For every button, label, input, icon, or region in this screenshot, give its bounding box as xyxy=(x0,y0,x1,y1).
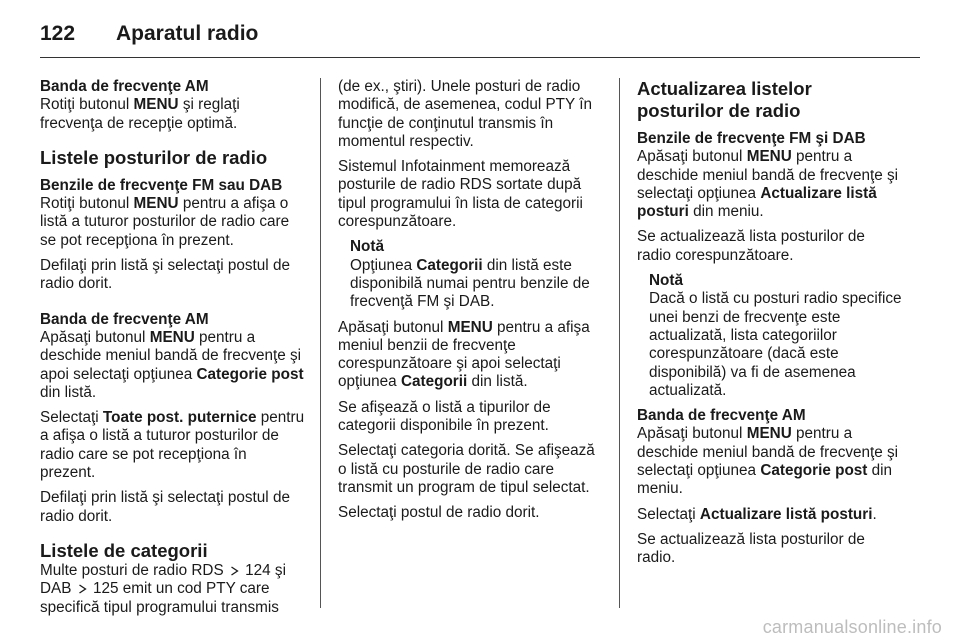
paragraph-am-tune: Rotiţi butonul MENU şi reglaţi frecvenţa de recepţie optimă. xyxy=(40,96,240,132)
note-body: Opţiunea Categorii din listă este disponibilă numai pentru benzile de frecvenţă FM şi DAB. xyxy=(350,256,590,311)
note-title: Notă xyxy=(350,238,384,256)
paragraph-select-update: Selectaţi Actualizare listă posturi. xyxy=(637,505,877,523)
paragraph-scroll-2: Defilaţi prin listă şi selectaţi postul de radio dorit. xyxy=(40,489,290,525)
paragraph-fm-dab-update: Apăsaţi butonul MENU pentru a deschide meniul bandă de frecvenţe şi selectaţi opţiunea Actualizare listă posturi din meniu. xyxy=(637,148,899,221)
paragraph-continued: (de ex., ştiri). Unele posturi de radio modifică, de asemenea, codul PTY în funcţie de conţinutul transmis în momentul respectiv. xyxy=(338,78,592,150)
heading-am-band-2: Banda de frecvenţe AM xyxy=(40,310,209,328)
note-title-2: Notă xyxy=(649,272,683,290)
column-2 xyxy=(338,78,606,530)
paragraph-fm-dab: Rotiţi butonul MENU pentru a afişa o listă a tuturor posturilor de radio care se pot recepţiona în prezent. xyxy=(40,195,290,249)
paragraph-select-strong: Selectaţi Toate post. puternice pentru a afişa o listă a tuturor posturilor de radio care se pot recepţiona în prezent. xyxy=(40,409,305,482)
note-body-2: Dacă o listă cu posturi radio specifice unei benzi de frecvenţe este actualizată, lista categoriilor corespunzătoare (dacă este disponibilă) va fi de asemenea actualizată. xyxy=(649,290,902,399)
paragraph-final-select: Selectaţi postul de radio dorit. xyxy=(338,504,540,522)
paragraph-am-menu: Apăsaţi butonul MENU pentru a deschide meniul bandă de frecvenţe şi apoi selectaţi opţiunea Categorie post din listă. xyxy=(40,328,304,401)
heading-am-band-update: Banda de frecvenţe AM xyxy=(637,407,806,425)
column-3 xyxy=(637,78,902,575)
column-divider-2 xyxy=(619,78,620,608)
section-title-update-lists: Actualizarea listelor posturilor de radio xyxy=(637,78,812,121)
section-title-category-lists: Listele de categorii xyxy=(40,539,208,561)
heading-fm-dab-update: Benzile de frecvenţe FM şi DAB xyxy=(637,130,866,147)
paragraph-scroll-1: Defilaţi prin listă şi selectaţi postul de radio dorit. xyxy=(40,257,290,293)
heading-fm-dab: Benzile de frecvenţe FM sau DAB xyxy=(40,176,283,194)
paragraph-list-updated: Se actualizează lista posturilor de radio corespunzătoare. xyxy=(637,228,865,264)
paragraph-category-select: Selectaţi categoria dorită. Se afişează o listă cu posturile de radio care transmit un program de tipul selectat. xyxy=(338,442,595,496)
page-title: Aparatul radio xyxy=(116,22,259,45)
cross-reference-arrow-icon xyxy=(78,584,87,594)
note-box-2 xyxy=(637,272,902,400)
paragraph-display-list: Se afişează o listă a tipurilor de categorii disponibile în prezent. xyxy=(338,398,551,435)
paragraph-list-updated-2: Se actualizează lista posturilor de radio. xyxy=(637,530,865,567)
paragraph-infotainment: Sistemul Infotainment memorează posturile de radio RDS sortate după tipul programului în lista de categorii corespunzătoare. xyxy=(338,158,583,231)
heading-am-band: Banda de frecvenţe AM xyxy=(40,78,209,95)
paragraph-menu-categories: Apăsaţi butonul MENU pentru a afişa meniul benzii de frecvenţe corespunzătoare şi apoi selectaţi opţiunea Categorii din listă. xyxy=(338,318,590,391)
section-title-station-lists: Listele posturilor de radio xyxy=(40,146,268,168)
page-number: 122 xyxy=(40,22,76,45)
note-box xyxy=(338,238,606,311)
watermark: carmanualsonline.info xyxy=(762,617,942,637)
header-divider xyxy=(40,57,920,58)
paragraph-am-update: Apăsaţi butonul MENU pentru a deschide meniul bandă de frecvenţe şi selectaţi opţiunea Categorie post din meniu. xyxy=(637,425,899,498)
column-divider-1 xyxy=(320,78,321,608)
paragraph-categories: Multe posturi de radio RDS 124 şi DAB 125 emit un cod PTY care specifică tipul programului transmis xyxy=(40,561,286,616)
column-1 xyxy=(40,78,306,624)
page-header xyxy=(40,14,258,54)
cross-reference-arrow-icon xyxy=(230,566,239,576)
